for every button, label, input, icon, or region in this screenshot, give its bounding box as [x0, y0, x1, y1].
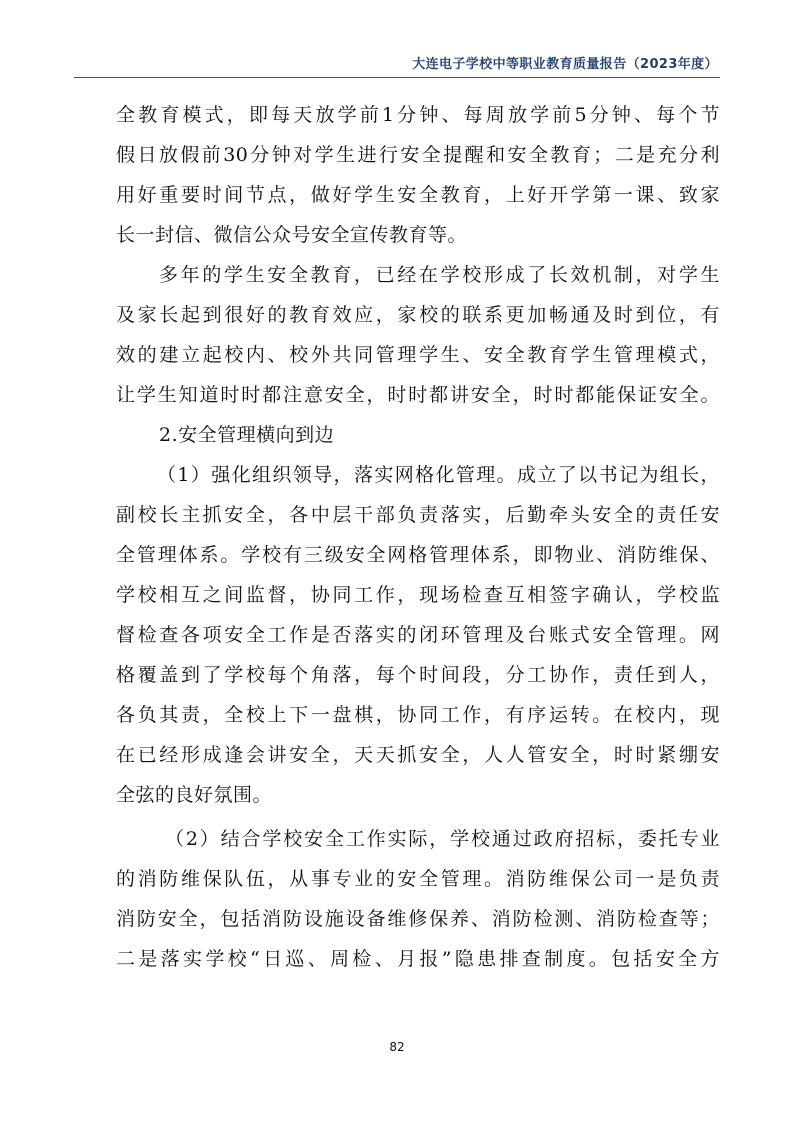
- page-number: 82: [389, 1040, 405, 1054]
- text-line: 格覆盖到了学校每个角落，每个时间段，分工协作，责任到人，: [116, 664, 720, 686]
- section-heading: 2.安全管理横向到边: [159, 424, 335, 446]
- text-line: 让学生知道时时都注意安全，时时都讲安全，时时都能保证安全。: [116, 384, 720, 406]
- text-line: 学校相互之间监督，协同工作，现场检查互相签字确认，学校监: [116, 584, 720, 606]
- page-header: [74, 50, 720, 80]
- header-title: 大连电子学校中等职业教育质量报告（2023年度）: [412, 57, 718, 72]
- body-text: [116, 95, 720, 979]
- text-line: 全弦的良好氛围。: [116, 784, 273, 806]
- text-line: 效的建立起校内、校外共同管理学生、安全教育学生管理模式，: [116, 344, 720, 366]
- text-line: 二是落实学校“日巡、周检、月报”隐患排查制度。包括安全方: [116, 948, 720, 970]
- text-line: 用好重要时间节点，做好学生安全教育，上好开学第一课、致家: [116, 184, 720, 206]
- text-line: 全教育模式，即每天放学前1分钟、每周放学前5分钟、每个节: [116, 104, 720, 126]
- text-line: 及家长起到很好的教育效应，家校的联系更加畅通及时到位，有: [116, 304, 720, 326]
- text-line: 全管理体系。学校有三级安全网格管理体系，即物业、消防维保、: [116, 544, 720, 566]
- text-line: 消防安全，包括消防设施设备维修保养、消防检测、消防检查等；: [116, 908, 720, 930]
- text-line: （1）强化组织领导，落实网格化管理。成立了以书记为组长，: [157, 464, 720, 486]
- text-line: 督检查各项安全工作是否落实的闭环管理及台账式安全管理。网: [116, 624, 720, 646]
- text-line: 长一封信、微信公众号安全宣传教育等。: [116, 224, 468, 246]
- text-line: 假日放假前30分钟对学生进行安全提醒和安全教育；二是充分利: [116, 144, 720, 166]
- text-line: 副校长主抓安全，各中层干部负责落实，后勤牵头安全的责任安: [116, 504, 720, 526]
- text-line: 的消防维保队伍，从事专业的安全管理。消防维保公司一是负责: [116, 868, 720, 890]
- text-line: （2）结合学校安全工作实际，学校通过政府招标，委托专业: [165, 828, 720, 850]
- header-rule: [74, 77, 720, 78]
- text-line: 在已经形成逢会讲安全，天天抓安全，人人管安全，时时紧绷安: [116, 744, 720, 766]
- text-line: 各负其责，全校上下一盘棋，协同工作，有序运转。在校内，现: [116, 704, 720, 726]
- text-line: 多年的学生安全教育，已经在学校形成了长效机制，对学生: [159, 264, 720, 286]
